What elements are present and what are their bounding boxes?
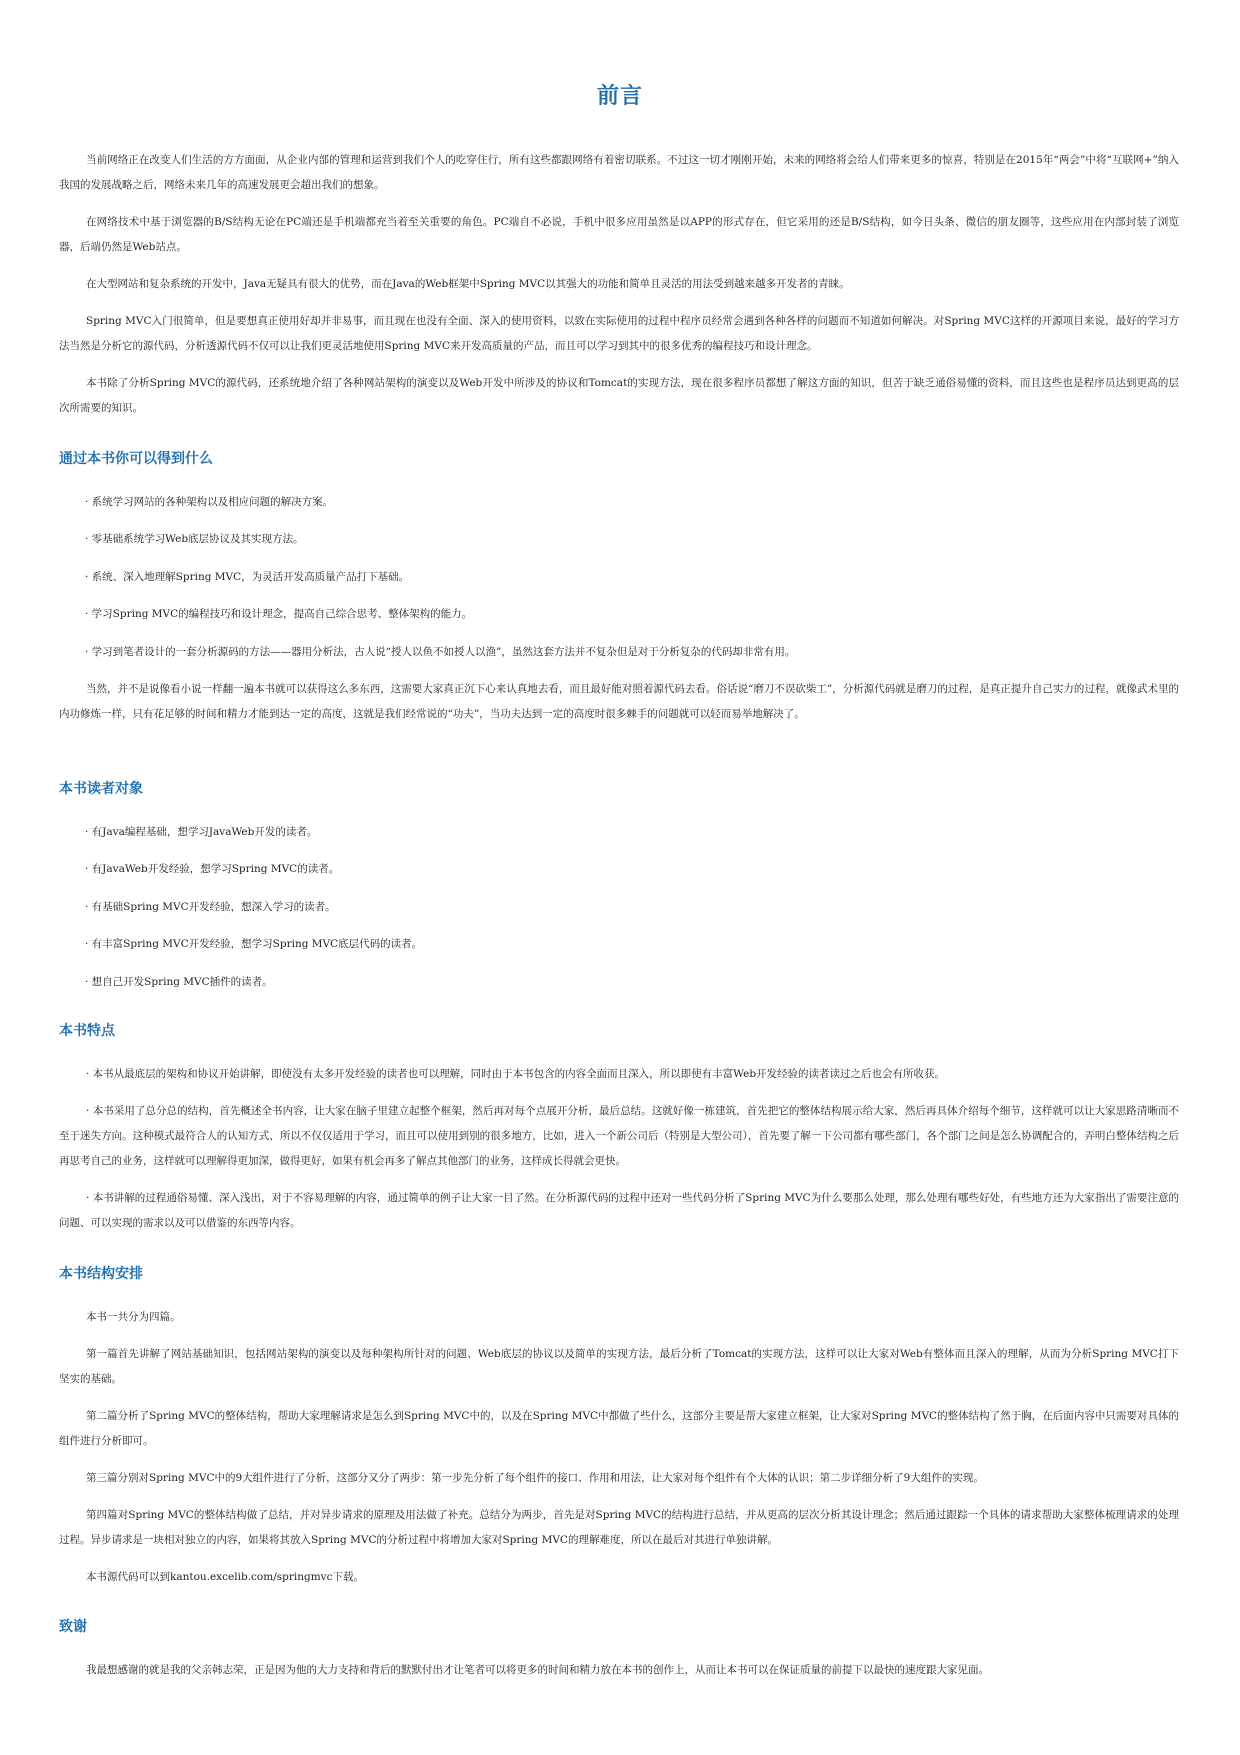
structure-paragraph: 第四篇对Spring MVC的整体结构做了总结，并对异步请求的原理及用法做了补充。总结分为两步，首先是对Spring MVC的结构进行总结，并从更高的层次分析其设计理念；然后通过跟踪一个具体的请求帮助大家整体梳理请求的处理过程。异步请求是一块相对独立的内容，如果将其放入Spring MVC的分析过程中将增加大家对Spring MVC的理解难度，所以在最后对其进行单独讲解。 [59, 1509, 1179, 1546]
audience-list-item: · 有Java编程基础，想学习JavaWeb开发的读者。 [85, 826, 318, 838]
structure-paragraph: 第一篇首先讲解了网站基础知识，包括网站架构的演变以及每种架构所针对的问题、Web底层的协议以及简单的实现方法，最后分析了Tomcat的实现方法，这样可以让大家对Web有整体而且深入的理解，从而为分析Spring MVC打下坚实的基础。 [59, 1348, 1179, 1385]
section-heading-gains: 通过本书你可以得到什么 [59, 451, 213, 467]
structure-paragraph: 第三篇分别对Spring MVC中的9大组件进行了分析，这部分又分了两步：第一步先分析了每个组件的接口、作用和用法，让大家对每个组件有个大体的认识；第二步详细分析了9大组件的实现。 [86, 1472, 984, 1484]
intro-paragraph-5: 本书除了分析Spring MVC的源代码，还系统地介绍了各种网站架构的演变以及Web开发中所涉及的协议和Tomcat的实现方法，现在很多程序员都想了解这方面的知识，但苦于缺乏通俗易懂的资料，而且这些也是程序员达到更高的层次所需要的知识。 [59, 377, 1179, 414]
gains-list-item: · 零基础系统学习Web底层协议及其实现方法。 [85, 533, 304, 545]
gains-list-item: · 学习Spring MVC的编程技巧和设计理念，提高自己综合思考、整体架构的能力。 [85, 608, 473, 620]
acknowledgement-paragraph: 我最想感谢的就是我的父亲韩志荣，正是因为他的大力支持和背后的默默付出才让笔者可以将更多的时间和精力放在本书的创作上，从而让本书可以在保证质量的前提下以最快的速度跟大家见面。 [86, 1664, 989, 1676]
intro-paragraph-3: 在大型网站和复杂系统的开发中，Java无疑具有很大的优势，而在Java的Web框架中Spring MVC以其强大的功能和简单且灵活的用法受到越来越多开发者的青睐。 [86, 278, 850, 290]
audience-list-item: · 想自己开发Spring MVC插件的读者。 [85, 976, 273, 988]
gains-closing-paragraph: 当然，并不是说像看小说一样翻一遍本书就可以获得这么多东西，这需要大家真正沉下心来认真地去看，而且最好能对照着源代码去看。俗话说“磨刀不误砍柴工”，分析源代码就是磨刀的过程，是真正提升自己实力的过程，就像武术里的内功修炼一样，只有花足够的时间和精力才能到达一定的高度，这就是我们经常说的“功夫”，当功夫达到一定的高度时很多棘手的问题就可以轻而易举地解决了。 [59, 683, 1179, 720]
section-heading-features: 本书特点 [59, 1023, 115, 1039]
structure-paragraph: 本书一共分为四篇。 [86, 1311, 181, 1323]
audience-list-item: · 有基础Spring MVC开发经验，想深入学习的读者。 [85, 901, 336, 913]
intro-paragraph-1: 当前网络正在改变人们生活的方方面面，从企业内部的管理和运营到我们个人的吃穿住行，所有这些都跟网络有着密切联系。不过这一切才刚刚开始，未来的网络将会给人们带来更多的惊喜，特别是在2015年“两会”中将“互联网+”纳入我国的发展战略之后，网络未来几年的高速发展更会超出我们的想象。 [59, 154, 1179, 191]
intro-paragraph-2: 在网络技术中基于浏览器的B/S结构无论在PC端还是手机端都充当着至关重要的角色。PC端自不必说，手机中很多应用虽然是以APP的形式存在，但它采用的还是B/S结构，如今日头条、微信的朋友圈等，这些应用在内部封装了浏览器，后端仍然是Web站点。 [59, 216, 1179, 253]
features-list-item: · 本书从最底层的架构和协议开始讲解，即使没有太多开发经验的读者也可以理解，同时由于本书包含的内容全面而且深入，所以即使有丰富Web开发经验的读者读过之后也会有所收获。 [86, 1068, 946, 1080]
gains-list-item: · 学习到笔者设计的一套分析源码的方法——器用分析法，古人说“授人以鱼不如授人以渔”，虽然这套方法并不复杂但是对于分析复杂的代码却非常有用。 [85, 646, 796, 658]
gains-list-item: · 系统学习网站的各种架构以及相应问题的解决方案。 [85, 496, 334, 508]
section-heading-structure: 本书结构安排 [59, 1266, 143, 1282]
section-heading-acknowledgements: 致谢 [59, 1619, 87, 1635]
audience-list-item: · 有JavaWeb开发经验，想学习Spring MVC的读者。 [85, 863, 340, 875]
audience-list-item: · 有丰富Spring MVC开发经验，想学习Spring MVC底层代码的读者。 [85, 938, 423, 950]
structure-paragraph: 本书源代码可以到kantou.excelib.com/springmvc下载。 [86, 1571, 364, 1583]
section-heading-audience: 本书读者对象 [59, 781, 143, 797]
structure-paragraph: 第二篇分析了Spring MVC的整体结构，帮助大家理解请求是怎么到Spring MVC中的，以及在Spring MVC中都做了些什么，这部分主要是帮大家建立框架，让大家对Spring MVC的整体结构了然于胸，在后面内容中只需要对具体的组件进行分析即可。 [59, 1410, 1179, 1447]
features-list-item: · 本书讲解的过程通俗易懂、深入浅出，对于不容易理解的内容，通过简单的例子让大家一目了然。在分析源代码的过程中还对一些代码分析了Spring MVC为什么要那么处理，那么处理有哪些好处，有些地方还为大家指出了需要注意的问题、可以实现的需求以及可以借鉴的东西等内容。 [59, 1192, 1179, 1229]
page-title: 前言 [596, 83, 643, 109]
intro-paragraph-4: Spring MVC入门很简单，但是要想真正使用好却并非易事，而且现在也没有全面、深入的使用资料，以致在实际使用的过程中程序员经常会遇到各种各样的问题而不知道如何解决。对Spring MVC这样的开源项目来说，最好的学习方法当然是分析它的源代码，分析透源代码不仅可以让我们更灵活地使用Spring MVC来开发高质量的产品，而且可以学习到其中的很多优秀的编程技巧和设计理念。 [59, 315, 1179, 352]
features-list-item: · 本书采用了总分总的结构，首先概述全书内容，让大家在脑子里建立起整个框架，然后再对每个点展开分析，最后总结。这就好像一栋建筑，首先把它的整体结构展示给大家，然后再具体介绍每个细节，这样就可以让大家思路清晰而不至于迷失方向。这种模式最符合人的认知方式，所以不仅仅适用于学习，而且可以使用到别的很多地方，比如，进入一个新公司后（特别是大型公司），首先要了解一下公司都有哪些部门，各个部门之间是怎么协调配合的，弄明白整体结构之后再思考自己的业务，这样就可以理解得更加深，做得更好，如果有机会再多了解点其他部门的业务，这样成长得就会更快。 [59, 1105, 1179, 1167]
gains-list-item: · 系统、深入地理解Spring MVC，为灵活开发高质量产品打下基础。 [85, 571, 410, 583]
